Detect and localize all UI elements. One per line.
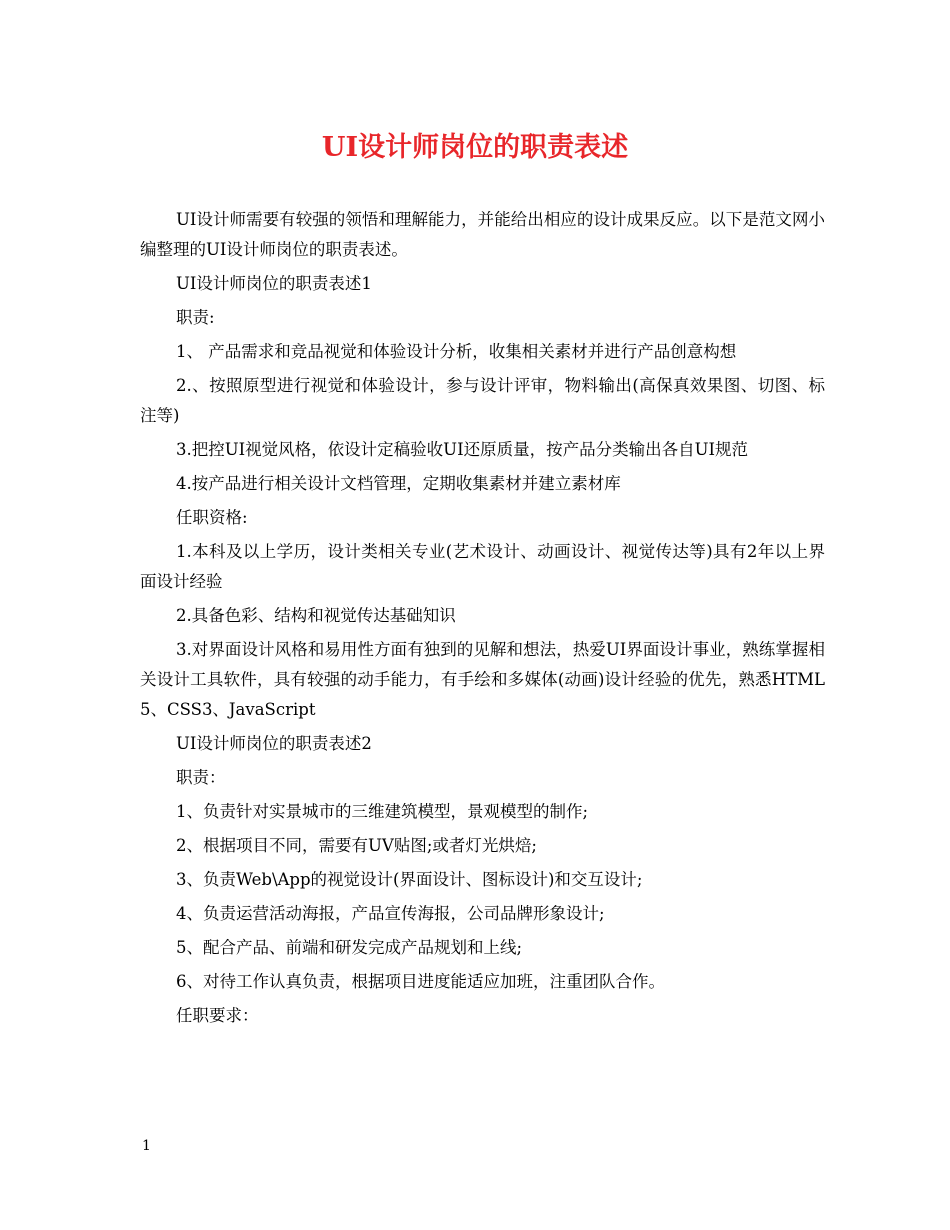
page-title: UI设计师岗位的职责表述 [321, 132, 629, 163]
list-item: 2、根据项目不同，需要有UV贴图;或者灯光烘焙; [176, 836, 537, 855]
list-item: 6、对待工作认真负责，根据项目进度能适应加班，注重团队合作。 [176, 972, 665, 991]
list-item: 3.把控UI视觉风格，依设计定稿验收UI还原质量，按产品分类输出各自UI规范 [176, 440, 749, 459]
document-body [140, 205, 825, 1035]
list-item: 1、负责针对实景城市的三维建筑模型，景观模型的制作; [176, 802, 589, 821]
list-item: 4.按产品进行相关设计文档管理，定期收集素材并建立素材库 [176, 474, 621, 493]
section-heading-2: UI设计师岗位的职责表述2 [176, 734, 372, 753]
intro-paragraph: UI设计师需要有较强的领悟和理解能力，并能给出相应的设计成果反应。以下是范文网小编整理的UI设计师岗位的职责表述。 [140, 210, 825, 259]
list-item: 3.对界面设计风格和易用性方面有独到的见解和想法，热爱UI界面设计事业，熟练掌握相关设计工具软件，具有较强的动手能力，有手绘和多媒体(动画)设计经验的优先，熟悉HTML5、CSS3、JavaScript [140, 640, 825, 719]
list-item: 5、配合产品、前端和研发完成产品规划和上线; [176, 938, 523, 957]
responsibilities-label-2: 职责： [176, 768, 226, 787]
section-heading-1: UI设计师岗位的职责表述1 [176, 274, 372, 293]
list-item: 3、负责Web\App的视觉设计(界面设计、图标设计)和交互设计; [176, 870, 643, 889]
requirements-label-2: 任职要求： [176, 1006, 259, 1025]
list-item: 1.本科及以上学历，设计类相关专业(艺术设计、动画设计、视觉传达等)具有2年以上界面设计经验 [140, 542, 825, 591]
list-item: 4、负责运营活动海报，产品宣传海报，公司品牌形象设计; [176, 904, 605, 923]
page-number: 1 [142, 1138, 151, 1154]
responsibilities-label-1: 职责: [176, 308, 215, 327]
list-item: 2.、按照原型进行视觉和体验设计，参与设计评审，物料输出(高保真效果图、切图、标注等) [140, 376, 825, 425]
list-item: 2.具备色彩、结构和视觉传达基础知识 [176, 606, 456, 625]
qualifications-label-1: 任职资格: [176, 508, 248, 527]
list-item: 1、 产品需求和竞品视觉和体验设计分析，收集相关素材并进行产品创意构想 [176, 342, 737, 361]
